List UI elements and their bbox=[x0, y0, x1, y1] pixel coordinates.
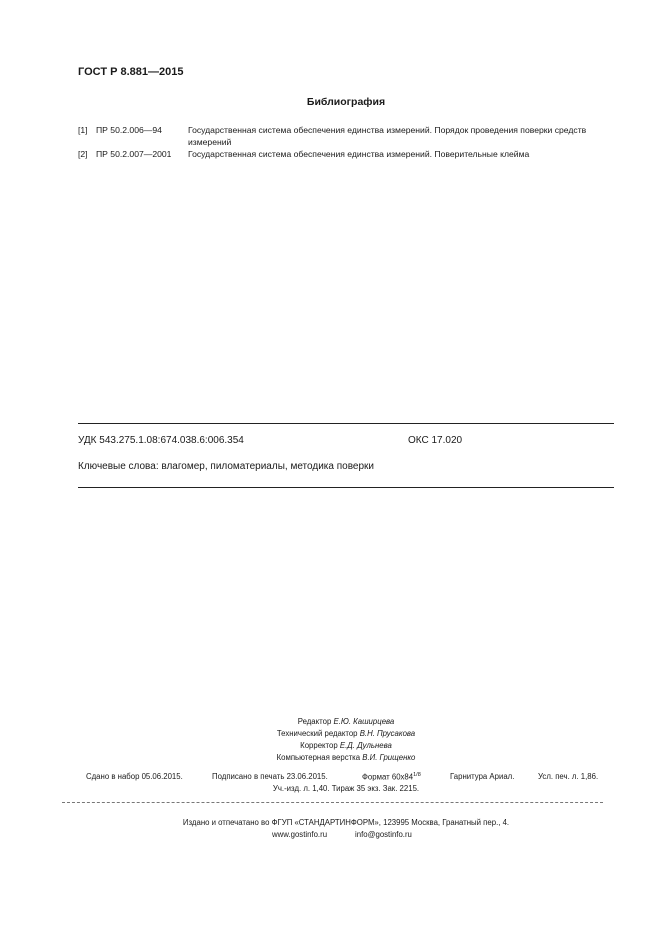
imprint-line-2: Уч.-изд. л. 1,40. Тираж 35 экз. Зак. 2215. bbox=[272, 784, 420, 793]
imprint-signed: Подписано в печать 23.06.2015. bbox=[212, 772, 328, 781]
credit-corrector bbox=[0, 740, 661, 752]
standard-header: ГОСТ Р 8.881—2015 bbox=[78, 66, 184, 78]
imprint-submitted: Сдано в набор 05.06.2015. bbox=[86, 772, 183, 781]
imprint-format-label: Формат 60х84 bbox=[362, 772, 414, 782]
imprint-website-link[interactable]: www.gostinfo.ru bbox=[272, 830, 328, 839]
credit-person: Е.Д. Дульнева bbox=[339, 741, 392, 750]
credit-person: В.Н. Прусакова bbox=[359, 729, 416, 738]
credit-person: В.И. Грищенко bbox=[362, 753, 416, 762]
imprint-print-sheets: Усл. печ. л. 1,86. bbox=[538, 772, 599, 781]
credit-role: Технический редактор bbox=[276, 729, 358, 738]
imprint-font: Гарнитура Ариал. bbox=[450, 772, 515, 781]
credit-role: Корректор bbox=[300, 741, 338, 750]
credit-role: Редактор bbox=[297, 717, 332, 726]
imprint-format bbox=[362, 772, 421, 782]
imprint-email-link[interactable]: info@gostinfo.ru bbox=[355, 830, 412, 839]
credit-role: Компьютерная верстка bbox=[276, 753, 361, 762]
bibliography-title: Библиография bbox=[306, 96, 386, 108]
bib-item-2-text: Государственная система обеспечения единства измерений. Поверительные клейма bbox=[188, 149, 530, 159]
credit-editor bbox=[0, 716, 661, 728]
bib-item-1-text: Государственная система обеспечения единства измерений. Порядок проведения поверки средств измерений bbox=[188, 125, 587, 147]
divider-top bbox=[78, 423, 614, 424]
credit-person: Е.Ю. Каширцева bbox=[333, 717, 395, 726]
bib-item-1-number: [1] bbox=[78, 125, 88, 135]
oks-code: ОКС 17.020 bbox=[408, 435, 463, 446]
imprint-publisher: Издано и отпечатано во ФГУП «СТАНДАРТИНФОРМ», 123995 Москва, Гранатный пер., 4. bbox=[182, 818, 510, 827]
udk-code: УДК 543.275.1.08:674.038.6:006.354 bbox=[78, 435, 244, 446]
credit-tech-editor bbox=[0, 728, 661, 740]
credit-layout bbox=[0, 752, 661, 764]
imprint-format-fraction: 1/8 bbox=[413, 772, 421, 778]
divider-bottom bbox=[78, 487, 614, 488]
bib-item-1-code: ПР 50.2.006—94 bbox=[96, 125, 162, 135]
dashed-separator bbox=[62, 802, 603, 803]
bib-item-2-code: ПР 50.2.007—2001 bbox=[96, 149, 172, 159]
keywords: Ключевые слова: влагомер, пиломатериалы, методика поверки bbox=[78, 461, 374, 472]
bib-item-2-number: [2] bbox=[78, 149, 88, 159]
